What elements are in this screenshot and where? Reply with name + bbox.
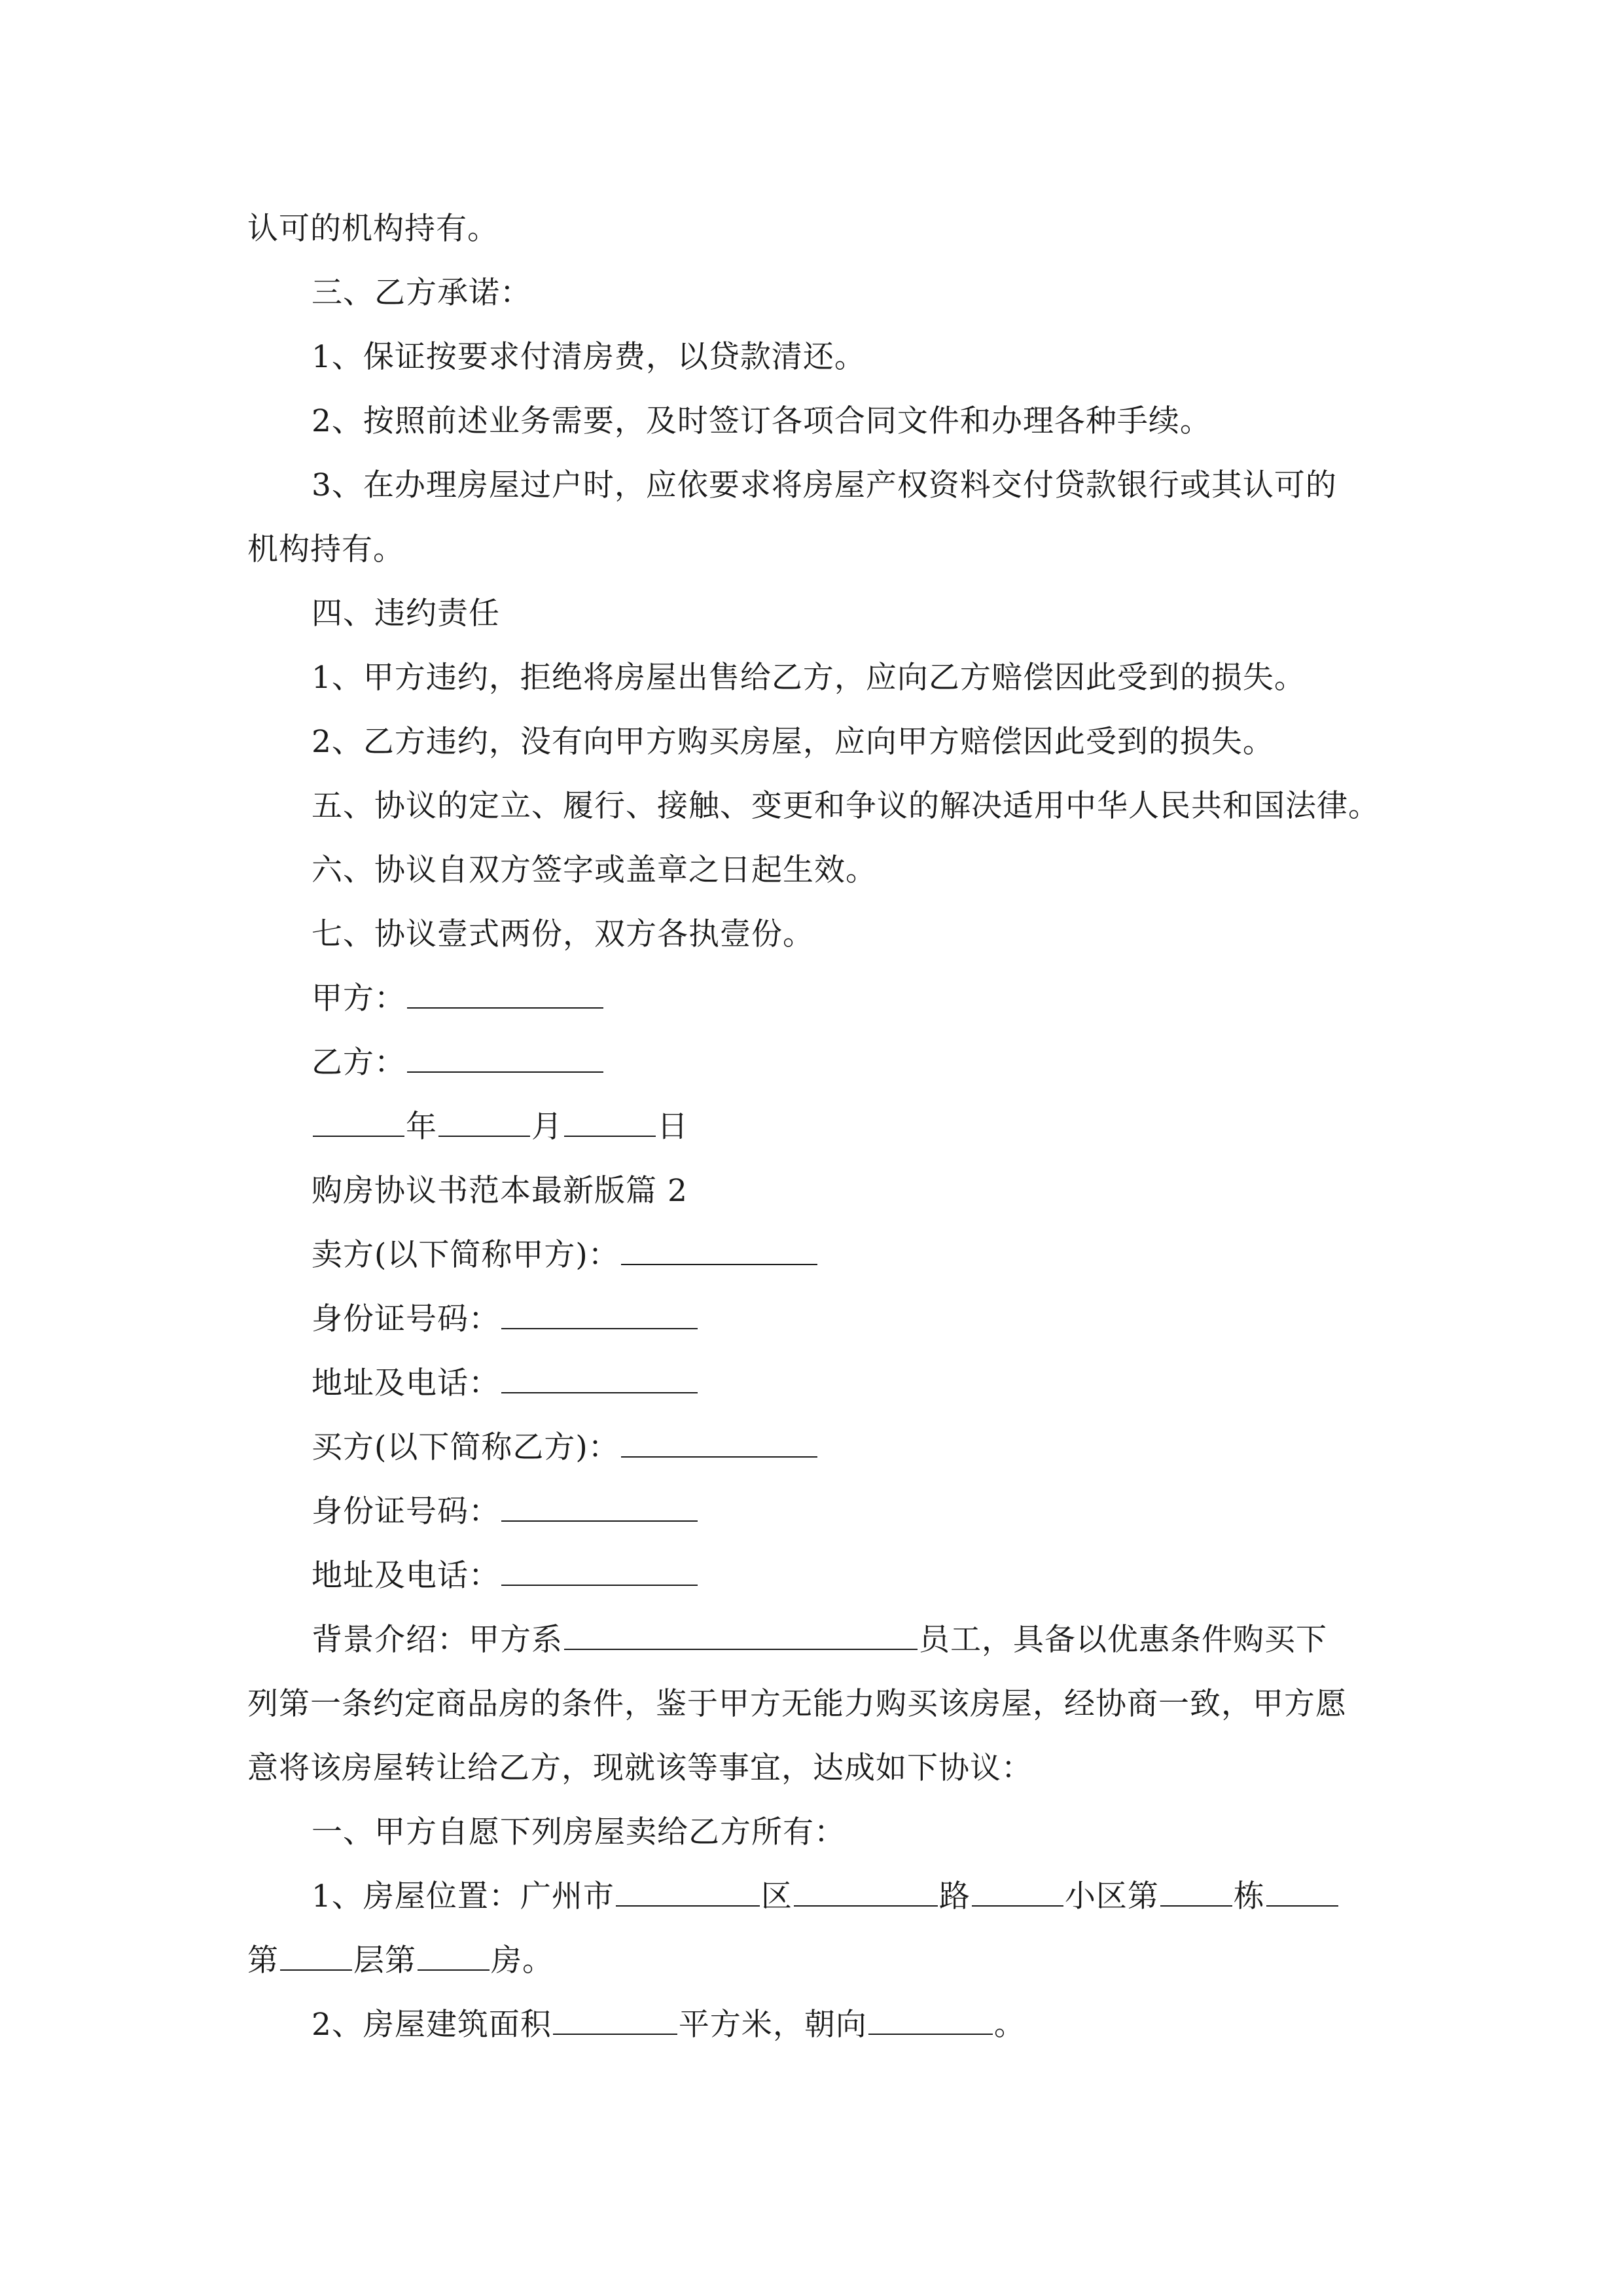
text: 栋	[1233, 1878, 1265, 1914]
fill-in-blank[interactable]	[313, 1109, 404, 1137]
fill-in-blank[interactable]	[972, 1879, 1063, 1907]
text: 平方米，朝向	[678, 2007, 867, 2043]
fill-in-blank[interactable]	[621, 1238, 817, 1265]
article-title	[312, 1172, 688, 1211]
text: 卖方(以下简称甲方)：	[312, 1237, 620, 1273]
fill-in-blank[interactable]	[564, 1109, 656, 1137]
fill-in-blank[interactable]	[438, 1109, 530, 1137]
paragraph-line	[247, 530, 404, 569]
form-field-line	[312, 1492, 699, 1532]
text: 身份证号码：	[312, 1301, 500, 1337]
fill-in-blank[interactable]	[280, 1943, 352, 1971]
fill-in-blank[interactable]	[616, 1879, 760, 1907]
text: 路	[938, 1878, 971, 1914]
text: 2、房屋建筑面积	[312, 2007, 552, 2043]
section-heading	[312, 915, 814, 954]
form-field-line	[312, 1300, 699, 1339]
section-heading	[312, 594, 500, 634]
text: 3、在办理房屋过户时，应依要求将房屋产权资料交付贷款银行或其认可的	[312, 467, 1337, 503]
text: 五、协议的定立、履行、接触、变更和争议的解决适用中华人民共和国法律。	[312, 788, 1380, 824]
paragraph-line	[247, 1749, 1033, 1788]
fill-in-blank[interactable]	[407, 981, 603, 1009]
text: 2、按照前述业务需要，及时签订各项合同文件和办理各种手续。	[312, 403, 1211, 439]
paragraph-line	[247, 209, 499, 249]
form-field-line	[312, 1364, 699, 1403]
fill-in-blank[interactable]	[418, 1943, 490, 1971]
text: 意将该房屋转让给乙方，现就该等事宜，达成如下协议：	[247, 1750, 1033, 1786]
fill-in-blank[interactable]	[501, 1302, 698, 1329]
signature-line-party-b	[312, 1043, 605, 1083]
text: 地址及电话：	[312, 1558, 500, 1594]
text: 区	[760, 1878, 793, 1914]
text: 层第	[353, 1943, 416, 1979]
text: 认可的机构持有。	[247, 211, 499, 247]
clause-line	[312, 658, 1306, 698]
text: 2、乙方违约，没有向甲方购买房屋，应向甲方赔偿因此受到的损失。	[312, 724, 1274, 760]
text: 七、协议壹式两份，双方各执壹份。	[312, 916, 814, 952]
text: 地址及电话：	[312, 1365, 500, 1401]
fill-in-blank[interactable]	[501, 1494, 698, 1522]
text: 员工，具备以优惠条件购买下	[919, 1622, 1327, 1658]
text: 机构持有。	[247, 531, 404, 567]
text: 买方(以下简称乙方)：	[312, 1429, 620, 1465]
fill-in-blank[interactable]	[501, 1558, 698, 1586]
text: 三、乙方承诺：	[312, 275, 531, 311]
fill-in-blank[interactable]	[621, 1430, 817, 1458]
form-field-line	[312, 1236, 819, 1275]
clause-line	[312, 466, 1337, 505]
text: 1、甲方违约，拒绝将房屋出售给乙方，应向乙方赔偿因此受到的损失。	[312, 660, 1306, 696]
section-heading	[312, 274, 531, 313]
paragraph-line	[247, 1685, 1347, 1724]
fill-in-blank[interactable]	[553, 2007, 677, 2035]
fill-in-blank[interactable]	[564, 1623, 918, 1650]
form-field-line	[312, 1556, 699, 1596]
text: 1、房屋位置：广州市	[312, 1878, 615, 1914]
fill-in-blank[interactable]	[868, 2007, 993, 2035]
text: 一、甲方自愿下列房屋卖给乙方所有：	[312, 1814, 846, 1850]
text: 乙方：	[312, 1045, 406, 1081]
text: 四、违约责任	[312, 596, 500, 632]
text: 购房协议书范本最新版篇 2	[312, 1173, 688, 1209]
text: 月	[531, 1109, 563, 1145]
text: 房。	[491, 1943, 554, 1979]
clause-line	[312, 1877, 1340, 1916]
fill-in-blank[interactable]	[407, 1045, 603, 1073]
section-heading	[312, 851, 877, 890]
paragraph-line	[312, 1621, 1327, 1660]
fill-in-blank[interactable]	[794, 1879, 938, 1907]
clause-line	[312, 2005, 1026, 2045]
fill-in-blank[interactable]	[1266, 1879, 1338, 1907]
text: 年	[406, 1109, 437, 1145]
clause-line	[312, 338, 866, 377]
fill-in-blank[interactable]	[1160, 1879, 1232, 1907]
form-field-line	[312, 1428, 819, 1467]
paragraph-line	[247, 1941, 554, 1981]
text: 六、协议自双方签字或盖章之日起生效。	[312, 852, 877, 888]
date-line	[312, 1107, 688, 1147]
signature-line-party-a	[312, 979, 605, 1018]
section-heading	[312, 1813, 846, 1852]
text: 1、保证按要求付清房费，以贷款清还。	[312, 339, 866, 375]
clause-line	[312, 723, 1274, 762]
clause-line	[312, 402, 1211, 441]
fill-in-blank[interactable]	[501, 1366, 698, 1393]
text: 身份证号码：	[312, 1494, 500, 1530]
section-heading	[312, 787, 1380, 826]
text: 背景介绍：甲方系	[312, 1622, 563, 1658]
text: 列第一条约定商品房的条件，鉴于甲方无能力购买该房屋，经协商一致，甲方愿	[247, 1686, 1347, 1722]
text: 小区第	[1064, 1878, 1159, 1914]
text: 第	[247, 1943, 279, 1979]
text: 甲方：	[312, 980, 406, 1016]
text: 。	[993, 2007, 1026, 2043]
text: 日	[657, 1109, 688, 1145]
